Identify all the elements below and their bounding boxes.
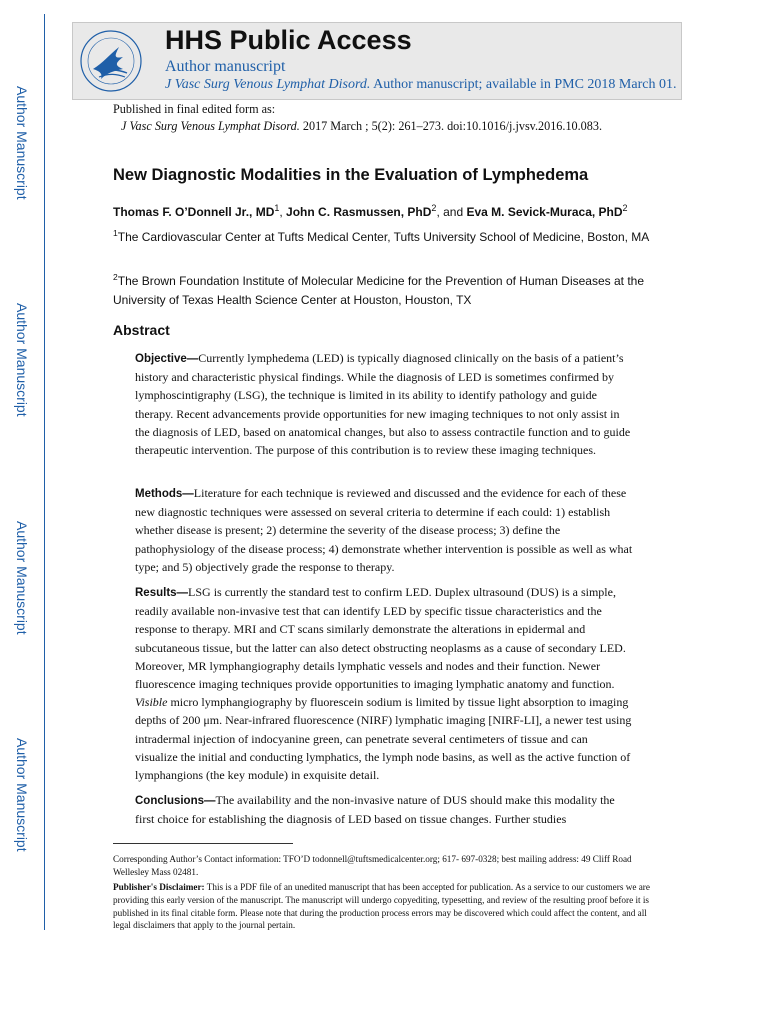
affiliation-text: The Cardiovascular Center at Tufts Medical Center, Tufts University School of Medicine, Boston, MA <box>117 230 650 244</box>
banner-availability: Author manuscript; available in PMC 2018 March 01. <box>370 77 677 92</box>
footnote-divider <box>113 843 293 844</box>
section-text: Literature for each technique is reviewed and discussed and the evidence for each of these new diagnostic techniques were assessed on several criteria to determine if each could: 1) establish whether disease is present; 2) determine the severity of the disease process; 3) define the pathophysiology of the disease process; 4) demonstrate whether intervention is possible as well as what type; and 5) objectively grade the response to therapy. <box>135 486 633 574</box>
side-label-author-manuscript: Author Manuscript <box>14 303 30 417</box>
side-label-author-manuscript: Author Manuscript <box>14 738 30 852</box>
footnote-disclaimer <box>113 881 653 932</box>
banner-citation <box>165 77 676 93</box>
disclaimer-label: Publisher's Disclaimer: <box>113 882 205 892</box>
side-margin <box>0 0 44 1024</box>
hhs-eagle-logo-icon <box>79 29 143 93</box>
section-text: LSG is currently the standard test to confirm LED. Duplex ultrasound (DUS) is a simple, readily available non-invasive test that can identify LED by specific tissue characteristics and the response to therapy. MRI and CT scans similarly demonstrate the alterations in epidermal and subcutaneous tissue, but the latter can also detect obstructing neoplasms as a cause of secondary LED. Moreover, MR lymphangiography details lymphatic vessels and nodes and their function. Newer fluorescence imaging techniques provide opportunities to imaging lymphatic anatomy and function. <box>135 585 626 692</box>
author-list <box>113 203 628 219</box>
banner-subtitle: Author manuscript <box>165 58 286 75</box>
affiliation-marker: 2 <box>113 272 118 282</box>
banner-journal[interactable]: J Vasc Surg Venous Lymphat Disord. <box>165 77 371 92</box>
side-label-author-manuscript: Author Manuscript <box>14 521 30 635</box>
affiliation-marker: 1 <box>113 228 118 238</box>
side-label-author-manuscript: Author Manuscript <box>14 86 30 200</box>
section-text: micro lymphangiography by fluorescein sodium is limited by tissue light absorption to imaging depths of 200 μm. Near-infrared fluorescence (NIRF) lymphatic imaging [NIRF-LI], a newer test using intradermal injection of indocyanine green, can penetrate several centimeters of tissue and can visualize the initial and conducting lymphatics, the lymph node basins, as well as the active function of lymphangions (the key module) in exquisite detail. <box>135 695 632 783</box>
section-label: Objective— <box>135 353 199 365</box>
abstract-heading: Abstract <box>113 322 170 338</box>
hhs-banner <box>72 22 682 100</box>
abstract-results <box>135 583 633 784</box>
published-journal: J Vasc Surg Venous Lymphat Disord. <box>121 119 300 133</box>
published-label: Published in final edited form as: <box>113 102 276 116</box>
section-italic: Visible <box>135 695 168 710</box>
author-separator: , <box>279 205 287 219</box>
section-text: The availability and the non-invasive nature of DUS should make this modality the first choice for establishing the diagnosis of LED based on tissue changes. Further studies <box>135 793 615 827</box>
author-affiliation-marker: 1 <box>274 203 280 213</box>
abstract-objective <box>135 349 633 459</box>
published-details: 2017 March ; 5(2): 261–273. doi:10.1016/j.jvsv.2016.10.083. <box>299 119 603 133</box>
abstract-conclusions <box>135 791 633 828</box>
side-divider <box>44 14 45 930</box>
published-in <box>113 101 602 135</box>
author-separator: , and <box>436 205 467 219</box>
affiliation <box>113 268 653 310</box>
disclaimer-text: This is a PDF file of an unedited manuscript that has been accepted for publication. As a service to our customers we are providing this early version of the manuscript. The manuscript will undergo copyediting, typesetting, and review of the resulting proof before it is published in its final citable form. Please note that during the production process errors may be discovered which could affect the content, and all legal disclaimers that apply to the journal pertain. <box>113 882 650 931</box>
author-name: Eva M. Sevick-Muraca, PhD <box>466 205 623 219</box>
affiliation <box>113 224 653 247</box>
banner-title: HHS Public Access <box>165 25 412 55</box>
article-title: New Diagnostic Modalities in the Evaluation of Lymphedema <box>113 166 589 184</box>
author-affiliation-marker: 2 <box>622 203 628 213</box>
published-citation <box>113 118 602 135</box>
author-name: John C. Rasmussen, PhD <box>286 205 432 219</box>
section-text: Currently lymphedema (LED) is typically diagnosed clinically on the basis of a patient’s history and characteristic physical findings. While the diagnosis of LED is sometimes confirmed by lymphoscintigraphy (LSG), the technique is limited in its ability to identify pathology and guide therapy. Recent advancements provide opportunities for new imaging techniques to not only assist in the diagnosis of LED, based on anatomical changes, but also to assess contractile function and to guide therapeutic intervention. The purpose of this contribution is to review these imaging techniques. <box>135 351 631 458</box>
section-label: Results— <box>135 587 189 599</box>
author-affiliation-marker: 2 <box>431 203 437 213</box>
abstract-methods <box>135 484 633 576</box>
section-label: Methods— <box>135 488 194 500</box>
section-label: Conclusions— <box>135 795 216 807</box>
author-name: Thomas F. O’Donnell Jr., MD <box>113 205 275 219</box>
affiliation-text: The Brown Foundation Institute of Molecular Medicine for the Prevention of Human Diseases at the University of Texas Health Science Center at Houston, Houston, TX <box>113 274 645 307</box>
footnote-corresponding: Corresponding Author’s Contact information: TFO’D todonnell@tuftsmedicalcenter.org; 617- 697-0328; best mailing address: 49 Cliff Road Wellesley Mass 02481. <box>113 854 632 877</box>
